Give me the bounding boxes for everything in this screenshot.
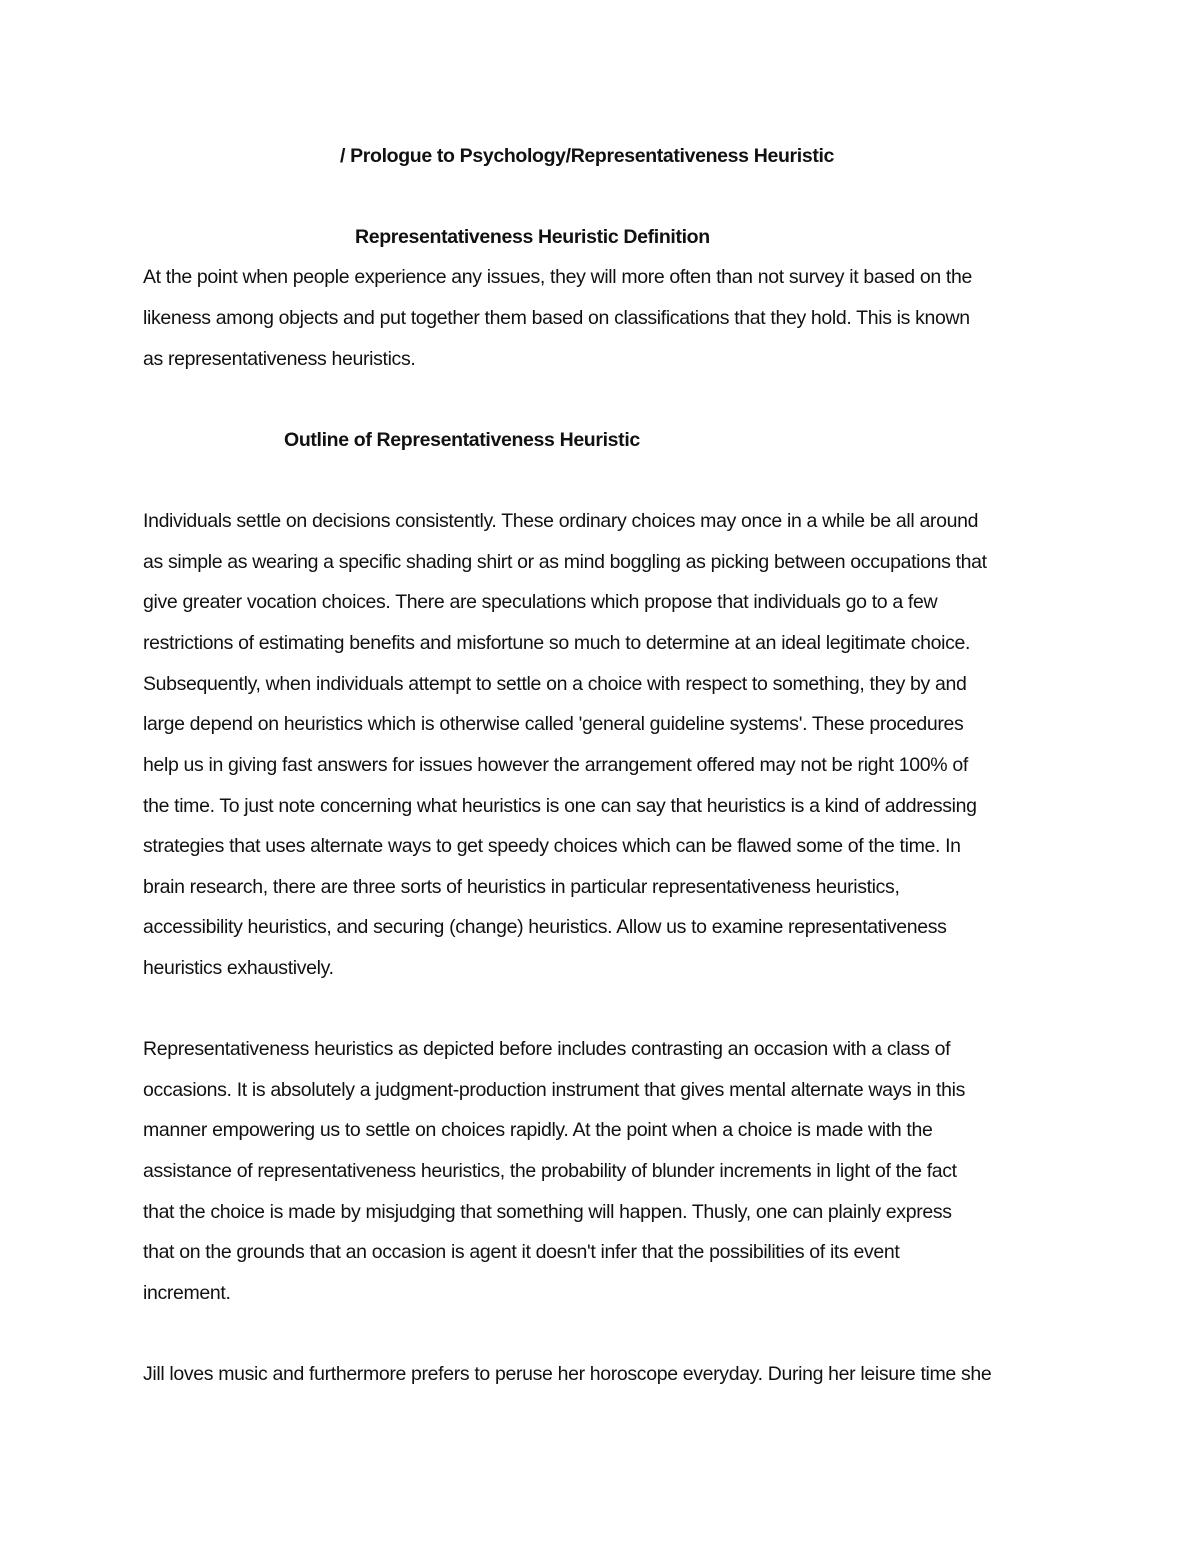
paragraph-line: accessibility heuristics, and securing (change) heuristics. Allow us to examine representativeness <box>143 916 947 938</box>
definition-line: At the point when people experience any issues, they will more often than not survey it based on the <box>143 266 972 288</box>
paragraph-line: Subsequently, when individuals attempt to settle on a choice with respect to something, they by and <box>143 673 967 695</box>
paragraph-line: give greater vocation choices. There are speculations which propose that individuals go to a few <box>143 591 938 613</box>
paragraph-line: occasions. It is absolutely a judgment-production instrument that gives mental alternate ways in this <box>143 1079 966 1101</box>
paragraph-line: strategies that uses alternate ways to get speedy choices which can be flawed some of the time. In <box>143 835 961 857</box>
paragraph-line: that the choice is made by misjudging that something will happen. Thusly, one can plainly express <box>143 1201 952 1223</box>
paragraph-line: Representativeness heuristics as depicted before includes contrasting an occasion with a class of <box>143 1038 951 1060</box>
paragraph-line: heuristics exhaustively. <box>143 957 334 979</box>
paragraph-line: that on the grounds that an occasion is agent it doesn't infer that the possibilities of its event <box>143 1241 900 1263</box>
section-heading-definition: Representativeness Heuristic Definition <box>355 226 710 248</box>
paragraph-line: assistance of representativeness heuristics, the probability of blunder increments in light of the fact <box>143 1160 957 1182</box>
paragraph-line: help us in giving fast answers for issues however the arrangement offered may not be right 100% of <box>143 754 968 776</box>
paragraph-line: increment. <box>143 1282 231 1304</box>
paragraph-line: Individuals settle on decisions consistently. These ordinary choices may once in a while be all around <box>143 510 979 532</box>
document-header-title: / Prologue to Psychology/Representativeness Heuristic <box>340 145 835 167</box>
paragraph-line: the time. To just note concerning what heuristics is one can say that heuristics is a kind of addressing <box>143 795 977 817</box>
paragraph-line: as simple as wearing a specific shading shirt or as mind boggling as picking between occupations that <box>143 551 987 573</box>
definition-line: likeness among objects and put together them based on classifications that they hold. This is known <box>143 307 970 329</box>
paragraph-line: large depend on heuristics which is otherwise called 'general guideline systems'. These procedures <box>143 713 964 735</box>
definition-line: as representativeness heuristics. <box>143 348 416 370</box>
paragraph-line: restrictions of estimating benefits and misfortune so much to determine at an ideal legitimate choice. <box>143 632 971 654</box>
paragraph-line: brain research, there are three sorts of heuristics in particular representativeness heuristics, <box>143 876 900 898</box>
section-heading-outline: Outline of Representativeness Heuristic <box>284 429 640 451</box>
paragraph-line: Jill loves music and furthermore prefers to peruse her horoscope everyday. During her leisure time she <box>143 1363 992 1385</box>
paragraph-line: manner empowering us to settle on choices rapidly. At the point when a choice is made with the <box>143 1119 933 1141</box>
